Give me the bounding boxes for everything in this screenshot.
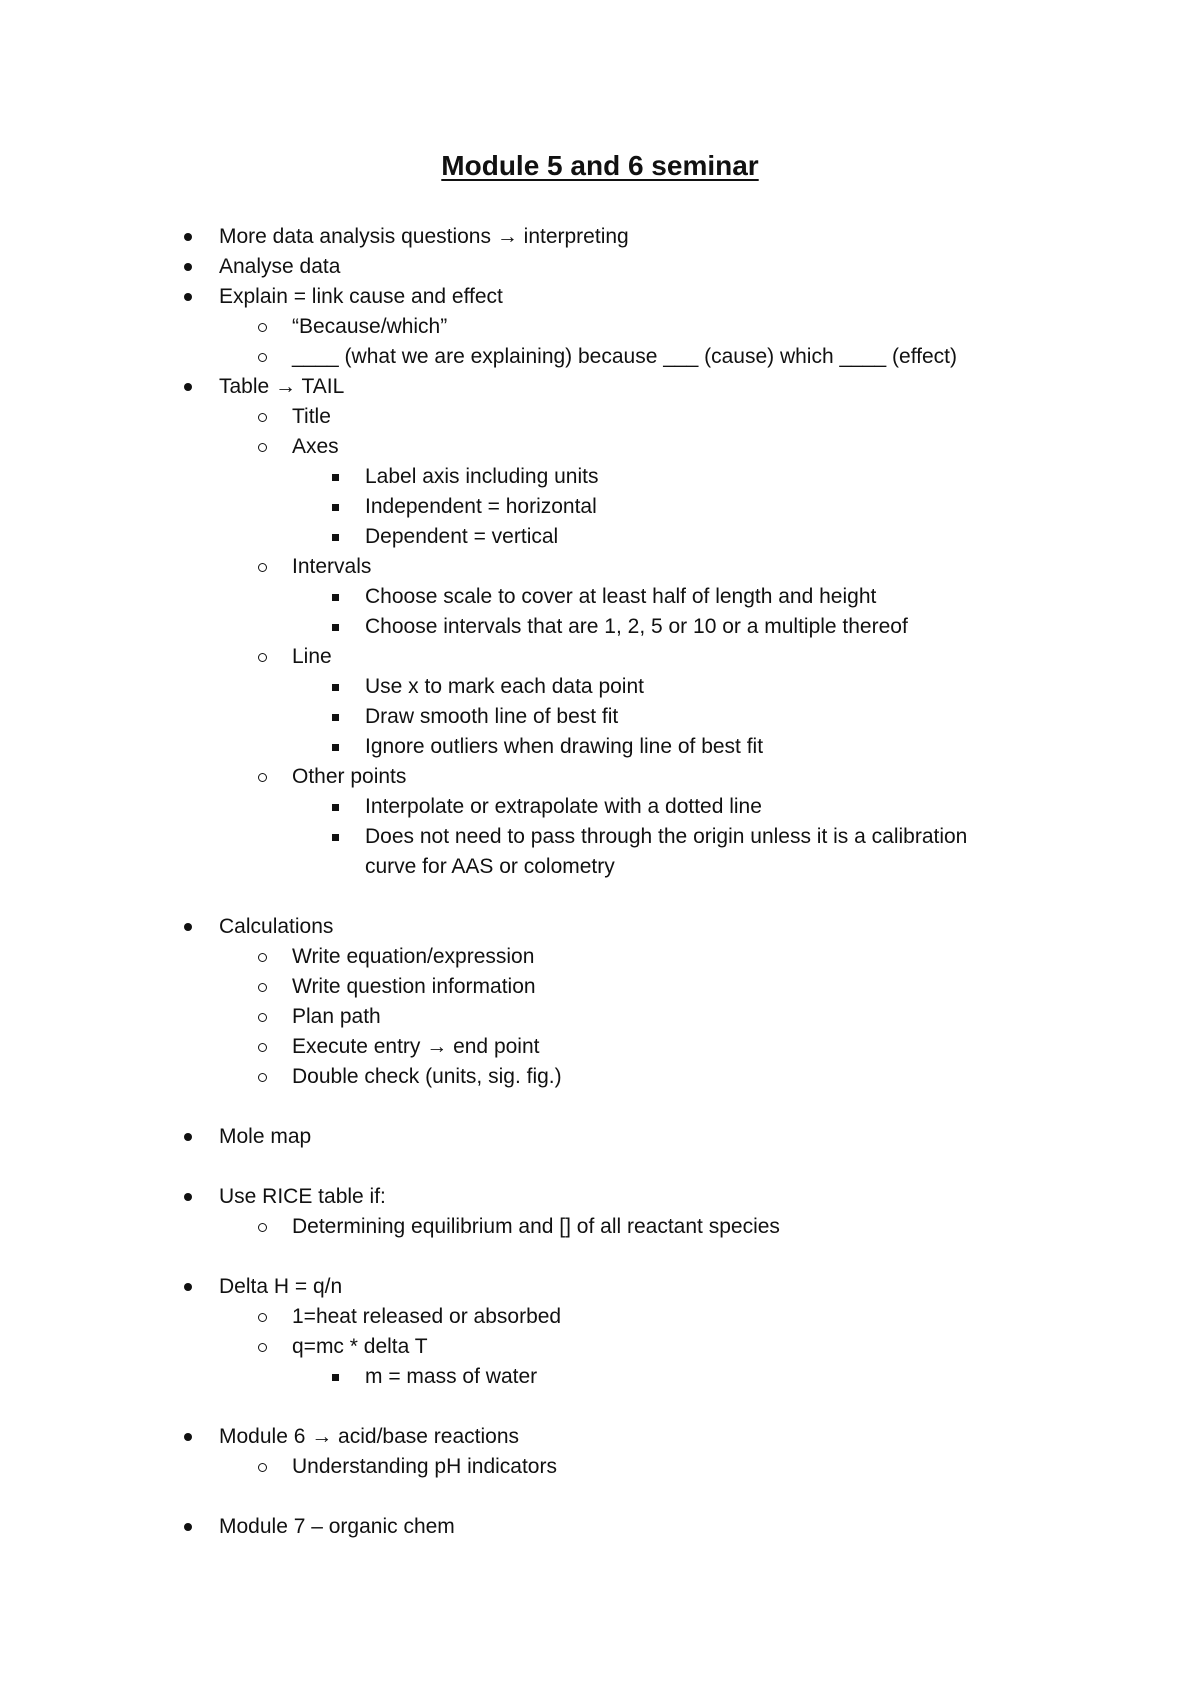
list-item-text: ____ (what we are explaining) because ___ (cause) which ____ (effect) — [292, 345, 958, 368]
list-item-text: Draw smooth line of best fit — [365, 705, 619, 728]
bullet-dot-icon — [178, 1272, 198, 1302]
list-item-text: More data analysis questions → interpreting — [219, 225, 629, 248]
bullet-list — [0, 222, 1200, 1542]
list-item-text: Calculations — [219, 915, 334, 938]
list-item-text: Does not need to pass through the origin unless it is a calibration — [365, 825, 968, 848]
list-item — [0, 1182, 1200, 1212]
list-item — [0, 1272, 1200, 1302]
list-item-text: Independent = horizontal — [365, 495, 597, 518]
list-item — [0, 612, 1200, 642]
blank-line — [0, 1482, 1200, 1512]
list-item-text: Other points — [292, 765, 407, 788]
list-item — [0, 972, 1200, 1002]
list-item — [0, 822, 1200, 852]
list-item — [0, 1032, 1200, 1062]
list-item-text: Use RICE table if: — [219, 1185, 386, 1208]
list-item — [0, 1212, 1200, 1242]
list-item — [0, 252, 1200, 282]
list-item — [0, 642, 1200, 672]
list-item-text: curve for AAS or colometry — [365, 855, 615, 878]
bullet-circle-icon — [252, 972, 272, 1002]
bullet-dot-icon — [178, 1512, 198, 1542]
bullet-square-icon — [325, 702, 345, 732]
bullet-square-icon — [325, 672, 345, 702]
list-item-text: Dependent = vertical — [365, 525, 559, 548]
list-item — [0, 702, 1200, 732]
list-item-text: 1=heat released or absorbed — [292, 1305, 562, 1328]
list-item-text: Delta H = q/n — [219, 1275, 343, 1298]
bullet-square-icon — [325, 522, 345, 552]
list-item-text: Plan path — [292, 1005, 381, 1028]
list-item-text: m = mass of water — [365, 1365, 538, 1388]
list-item — [0, 912, 1200, 942]
bullet-circle-icon — [252, 312, 272, 342]
list-item — [0, 552, 1200, 582]
list-item-text: “Because/which” — [292, 315, 448, 338]
list-item-text: Use x to mark each data point — [365, 675, 644, 698]
bullet-square-icon — [325, 732, 345, 762]
blank-line — [0, 1092, 1200, 1122]
list-item — [0, 942, 1200, 972]
list-item — [0, 1062, 1200, 1092]
list-item-text: q=mc * delta T — [292, 1335, 428, 1358]
document-title: Module 5 and 6 seminar — [441, 150, 759, 181]
list-item — [0, 1122, 1200, 1152]
list-item-text: Choose intervals that are 1, 2, 5 or 10 or a multiple thereof — [365, 615, 908, 638]
list-item — [0, 1452, 1200, 1482]
bullet-dot-icon — [178, 222, 198, 252]
list-item-text: Write question information — [292, 975, 536, 998]
list-item — [0, 1362, 1200, 1392]
list-item-text: Mole map — [219, 1125, 312, 1148]
bullet-dot-icon — [178, 1122, 198, 1152]
list-item — [0, 1332, 1200, 1362]
list-item-text: Determining equilibrium and [] of all reactant species — [292, 1215, 780, 1238]
bullet-circle-icon — [252, 762, 272, 792]
list-item-text: Table → TAIL — [219, 375, 345, 398]
bullet-circle-icon — [252, 1062, 272, 1092]
bullet-circle-icon — [252, 432, 272, 462]
bullet-dot-icon — [178, 372, 198, 402]
list-item-text: Intervals — [292, 555, 372, 578]
bullet-dot-icon — [178, 1182, 198, 1212]
list-item — [0, 222, 1200, 252]
list-item-text: Understanding pH indicators — [292, 1455, 557, 1478]
list-item — [0, 342, 1200, 372]
list-item — [0, 852, 1200, 882]
list-item — [0, 282, 1200, 312]
list-item — [0, 432, 1200, 462]
list-item — [0, 732, 1200, 762]
bullet-circle-icon — [252, 1212, 272, 1242]
bullet-dot-icon — [178, 252, 198, 282]
bullet-circle-icon — [252, 1332, 272, 1362]
list-item-text: Write equation/expression — [292, 945, 535, 968]
bullet-circle-icon — [252, 402, 272, 432]
list-item — [0, 672, 1200, 702]
list-item — [0, 582, 1200, 612]
list-item-text: Label axis including units — [365, 465, 599, 488]
list-item — [0, 522, 1200, 552]
bullet-square-icon — [325, 822, 345, 852]
list-item-text: Ignore outliers when drawing line of best fit — [365, 735, 764, 758]
bullet-square-icon — [325, 582, 345, 612]
list-item — [0, 1512, 1200, 1542]
bullet-square-icon — [325, 462, 345, 492]
blank-line — [0, 1152, 1200, 1182]
bullet-square-icon — [325, 1362, 345, 1392]
bullet-dot-icon — [178, 912, 198, 942]
list-item-text: Axes — [292, 435, 339, 458]
bullet-circle-icon — [252, 942, 272, 972]
blank-line — [0, 1392, 1200, 1422]
bullet-square-icon — [325, 612, 345, 642]
list-item-text: Explain = link cause and effect — [219, 285, 503, 308]
bullet-dot-icon — [178, 1422, 198, 1452]
list-item — [0, 312, 1200, 342]
list-item-text: Module 6 → acid/base reactions — [219, 1425, 519, 1448]
bullet-circle-icon — [252, 1302, 272, 1332]
list-item — [0, 492, 1200, 522]
list-item-text: Double check (units, sig. fig.) — [292, 1065, 562, 1088]
bullet-square-icon — [325, 492, 345, 522]
list-item-text: Execute entry → end point — [292, 1035, 540, 1058]
list-item — [0, 792, 1200, 822]
bullet-circle-icon — [252, 1002, 272, 1032]
bullet-circle-icon — [252, 1452, 272, 1482]
bullet-circle-icon — [252, 642, 272, 672]
list-item — [0, 1422, 1200, 1452]
list-item — [0, 762, 1200, 792]
bullet-circle-icon — [252, 342, 272, 372]
list-item-text: Line — [292, 645, 332, 668]
list-item — [0, 372, 1200, 402]
list-item-text: Module 7 – organic chem — [219, 1515, 455, 1538]
list-item — [0, 1302, 1200, 1332]
blank-line — [0, 1242, 1200, 1272]
list-item-text: Interpolate or extrapolate with a dotted line — [365, 795, 762, 818]
list-item-text: Analyse data — [219, 255, 341, 278]
list-item-text: Choose scale to cover at least half of length and height — [365, 585, 877, 608]
bullet-dot-icon — [178, 282, 198, 312]
bullet-circle-icon — [252, 1032, 272, 1062]
list-item — [0, 462, 1200, 492]
bullet-square-icon — [325, 792, 345, 822]
list-item — [0, 1002, 1200, 1032]
list-item-text: Title — [292, 405, 331, 428]
bullet-circle-icon — [252, 552, 272, 582]
blank-line — [0, 882, 1200, 912]
list-item — [0, 402, 1200, 432]
